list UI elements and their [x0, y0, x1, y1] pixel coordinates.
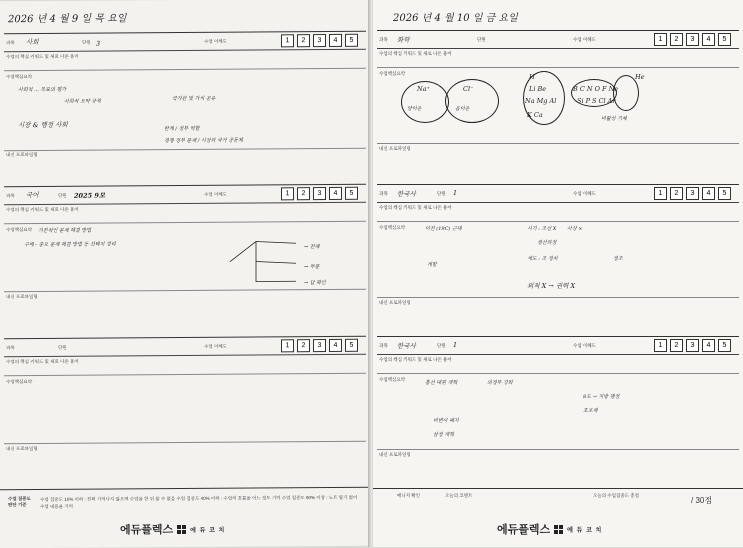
unit-label: 단원 — [437, 343, 446, 348]
plan-label: 내신 프로파일링 — [379, 300, 411, 305]
logo-sub: 에 듀 코 치 — [190, 527, 226, 534]
note-text: → 전체 — [304, 244, 320, 251]
note-text: 기본적인 문제 해결 방법 — [38, 227, 92, 235]
note-text: 사회적 ... 목표의 평가 — [18, 86, 67, 94]
plan-label: 내신 프로파일링 — [379, 452, 411, 457]
summary-label: 수업핵심요약 — [379, 377, 406, 382]
divider — [377, 67, 739, 68]
note-text: 양이온 — [407, 106, 422, 112]
subject-value: 한국사 — [397, 190, 416, 198]
scale-box[interactable]: 4 — [329, 187, 342, 200]
note-text: Na⁺ — [417, 85, 430, 93]
right-footer — [373, 488, 743, 513]
subject-label: 과목 — [6, 193, 15, 199]
scale-box[interactable]: 1 — [654, 339, 667, 352]
scale-box[interactable]: 3 — [313, 187, 326, 200]
total-label: 오늘의 수업집중도 총점 — [593, 493, 639, 498]
divider — [4, 68, 366, 72]
summary-label: 수업핵심요약 — [379, 225, 406, 230]
left-section-2 — [4, 184, 366, 338]
note-text: 비변사 폐지 — [433, 418, 459, 424]
unit-label: 단원 — [58, 192, 67, 198]
note-text: Si P S Cl Ar — [577, 97, 616, 105]
plan-label: 내신 프로파일링 — [379, 146, 411, 151]
scale-box[interactable]: 1 — [281, 34, 294, 47]
keyword-label: 수업의 핵심 키워드 및 새로 나온 용어 — [379, 357, 452, 362]
section-header — [4, 337, 366, 358]
keyword-label: 수업의 핵심 키워드 및 새로 나온 용어 — [6, 358, 79, 365]
scale-box[interactable]: 3 — [686, 339, 699, 352]
subject-value: 화학 — [397, 36, 410, 44]
unit-label: 단원 — [437, 191, 446, 196]
note-text: 세도 : 조 정치 — [527, 256, 558, 262]
plan-label: 내신 프로파일링 — [6, 446, 38, 452]
subject-label: 과목 — [6, 345, 15, 351]
left-section-1 — [4, 31, 366, 185]
scale-box[interactable]: 4 — [329, 339, 342, 352]
note-text: He — [635, 73, 645, 81]
subject-label: 과목 — [379, 37, 388, 42]
group-circle — [571, 79, 617, 107]
flow-arrows — [226, 231, 306, 292]
logo-text: 에듀플렉스 — [120, 524, 174, 537]
section-header — [4, 185, 366, 206]
summary-label: 수업핵심요약 — [379, 71, 406, 76]
plan-label: 내신 프로파일링 — [6, 294, 38, 300]
keyword-label: 수업의 핵심 키워드 및 새로 나온 용어 — [6, 53, 79, 60]
understanding-scale — [281, 339, 358, 353]
plan-label: 내신 프로파일링 — [6, 152, 38, 158]
note-text: 8도 → 지방 행정 — [583, 394, 620, 400]
subject-value: 국어 — [26, 191, 39, 200]
note-text: → 답 확인 — [304, 280, 326, 287]
logo-sub: 에 듀 코 치 — [567, 527, 603, 534]
scale-box[interactable]: 1 — [654, 187, 667, 200]
group-circle — [523, 71, 565, 125]
summary-label: 수업핵심요약 — [6, 227, 33, 233]
scale-box[interactable]: 3 — [686, 187, 699, 200]
understanding-scale — [654, 187, 731, 200]
note-text: 음이온 — [455, 106, 470, 112]
footer-text: 수업 집중도 10% 이하 : 전혀 기억나지 않으며 수업을 한 뒤 쓸 수 없음 수업 집중도 40% 이하 : 수업의 흐름을 어느 정도 기억 수업 집중도 90% 이상 : 노트 필기 없이 수업 내용을 기억 — [40, 494, 358, 510]
note-text: Li Be — [529, 85, 547, 93]
divider — [377, 373, 739, 374]
scale-box[interactable]: 3 — [313, 339, 326, 352]
divider — [4, 289, 366, 293]
note-text: 시장 & 행정 사회 — [18, 120, 68, 130]
note-text: 의정부 강화 — [487, 380, 513, 386]
note-text: 생산과정 — [537, 240, 557, 246]
divider — [4, 441, 366, 445]
scale-box[interactable]: 3 — [313, 34, 326, 47]
left-page — [0, 0, 370, 548]
note-text: 사상 × — [567, 226, 583, 232]
scale-box[interactable]: 1 — [281, 187, 294, 200]
scale-box[interactable]: 3 — [686, 33, 699, 46]
logo-icon — [554, 525, 563, 534]
divider — [4, 221, 366, 225]
note-text: Na Mg Al — [525, 97, 557, 105]
unit-value: 2025 9모 — [74, 191, 106, 200]
divider — [377, 297, 739, 298]
divider — [4, 148, 366, 152]
note-text: B C N O F Ne — [573, 85, 619, 93]
unit-label: 단원 — [82, 39, 91, 45]
unit-label: 단원 — [477, 37, 486, 42]
right-date: 2026 년 4 월 10 일 금 요일 — [393, 13, 518, 24]
scale-box[interactable]: 2 — [297, 187, 310, 200]
keyword-label: 수업의 핵심 키워드 및 새로 나온 용어 — [379, 51, 452, 56]
understanding-scale — [281, 34, 358, 48]
subject-label: 과목 — [6, 40, 15, 46]
understanding-label: 수업 이해도 — [204, 191, 227, 197]
note-text: 이전 (19C) 근대 — [425, 226, 462, 232]
scale-box[interactable]: 2 — [670, 187, 683, 200]
subject-value: 사회 — [26, 38, 39, 47]
section-header — [377, 185, 739, 203]
note-text: K Ca — [527, 111, 543, 119]
note-text: 호포제 — [583, 408, 598, 414]
scale-box[interactable]: 2 — [297, 34, 310, 47]
summary-label: 수업핵심요약 — [6, 74, 33, 80]
right-section-3 — [377, 336, 739, 487]
total-score: / 30점 — [691, 496, 713, 505]
divider — [377, 449, 739, 450]
scale-box[interactable]: 4 — [702, 33, 715, 46]
scale-box[interactable]: 1 — [654, 33, 667, 46]
unit-label: 단원 — [58, 344, 67, 350]
unit-value: 1 — [453, 189, 458, 197]
right-section-2 — [377, 184, 739, 335]
section-header — [377, 31, 739, 49]
note-text: 삼정 개혁 — [433, 432, 454, 438]
note-text: 비활성 기체 — [601, 116, 627, 122]
unit-value: 3 — [96, 39, 101, 48]
comment-label: 오늘의 코멘트 — [445, 493, 473, 498]
understanding-label: 수업 이해도 — [573, 343, 596, 348]
scale-box[interactable]: 2 — [670, 339, 683, 352]
group-circle — [613, 75, 639, 111]
note-text: 개항 — [427, 262, 437, 268]
unit-value: 1 — [453, 341, 458, 349]
understanding-label: 수업 이해도 — [573, 37, 596, 42]
understanding-scale — [281, 187, 358, 201]
right-logo — [497, 521, 602, 537]
scale-box[interactable]: 5 — [718, 187, 731, 200]
subject-label: 과목 — [379, 343, 388, 348]
left-date: 2026 년 4 월 9 일 목 요일 — [8, 13, 127, 26]
left-logo — [120, 521, 225, 538]
understanding-label: 수업 이해도 — [573, 191, 596, 196]
keyword-label: 수업의 핵심 키워드 및 새로 나온 용어 — [6, 206, 79, 213]
note-text: 한계 / 정부 역할 — [164, 125, 200, 133]
scale-box[interactable]: 2 — [297, 339, 310, 352]
note-text: 외척 X → 권력 X — [527, 282, 576, 290]
note-text: → 부분 — [304, 264, 320, 271]
divider — [377, 221, 739, 222]
understanding-label: 수업 이해도 — [204, 38, 227, 44]
footer-label: 수업 집중도 판단 기준 — [8, 496, 31, 508]
summary-label: 수업핵심요약 — [6, 379, 33, 385]
scale-box[interactable]: 4 — [329, 34, 342, 47]
scale-box[interactable]: 5 — [718, 339, 731, 352]
logo-icon — [177, 524, 186, 533]
subject-value: 한국사 — [397, 342, 416, 350]
scale-box[interactable]: 2 — [670, 33, 683, 46]
right-page — [373, 0, 743, 547]
scale-box[interactable]: 4 — [702, 339, 715, 352]
note-text: 경쟁 정부 문제 / 시장과 국가 공동체 — [164, 137, 243, 145]
scale-box[interactable]: 5 — [718, 33, 731, 46]
understanding-label: 수업 이해도 — [204, 343, 227, 349]
note-text: H — [529, 73, 535, 81]
note-text: 흥선 대원 개혁 — [425, 380, 458, 386]
left-section-3 — [4, 336, 366, 490]
note-text: 정조 — [613, 256, 623, 262]
note-text: 구매 - 중요 문제 해결 방법 등 선택지 정리 — [24, 241, 116, 249]
scale-box[interactable]: 4 — [702, 187, 715, 200]
understanding-scale — [654, 33, 731, 46]
left-footer — [0, 487, 370, 519]
note-text: 국가관 및 가치 공유 — [172, 95, 216, 103]
scale-box[interactable]: 5 — [345, 339, 358, 352]
logo-text: 에듀플렉스 — [497, 524, 551, 536]
scale-box[interactable]: 5 — [345, 34, 358, 47]
manager-check-label: 매니저 확인 — [397, 493, 420, 498]
divider — [377, 143, 739, 144]
divider — [4, 373, 366, 377]
right-section-1 — [377, 30, 739, 183]
keyword-label: 수업의 핵심 키워드 및 새로 나온 용어 — [379, 205, 452, 210]
section-header — [377, 337, 739, 355]
scale-box[interactable]: 1 — [281, 339, 294, 352]
understanding-scale — [654, 339, 731, 352]
note-text: Cl⁻ — [463, 85, 474, 93]
subject-label: 과목 — [379, 191, 388, 196]
note-text: 사회적 요약 규칙 — [64, 98, 101, 105]
note-text: 시기 : 조선 X — [527, 226, 557, 232]
section-header — [4, 32, 366, 53]
scale-box[interactable]: 5 — [345, 187, 358, 200]
